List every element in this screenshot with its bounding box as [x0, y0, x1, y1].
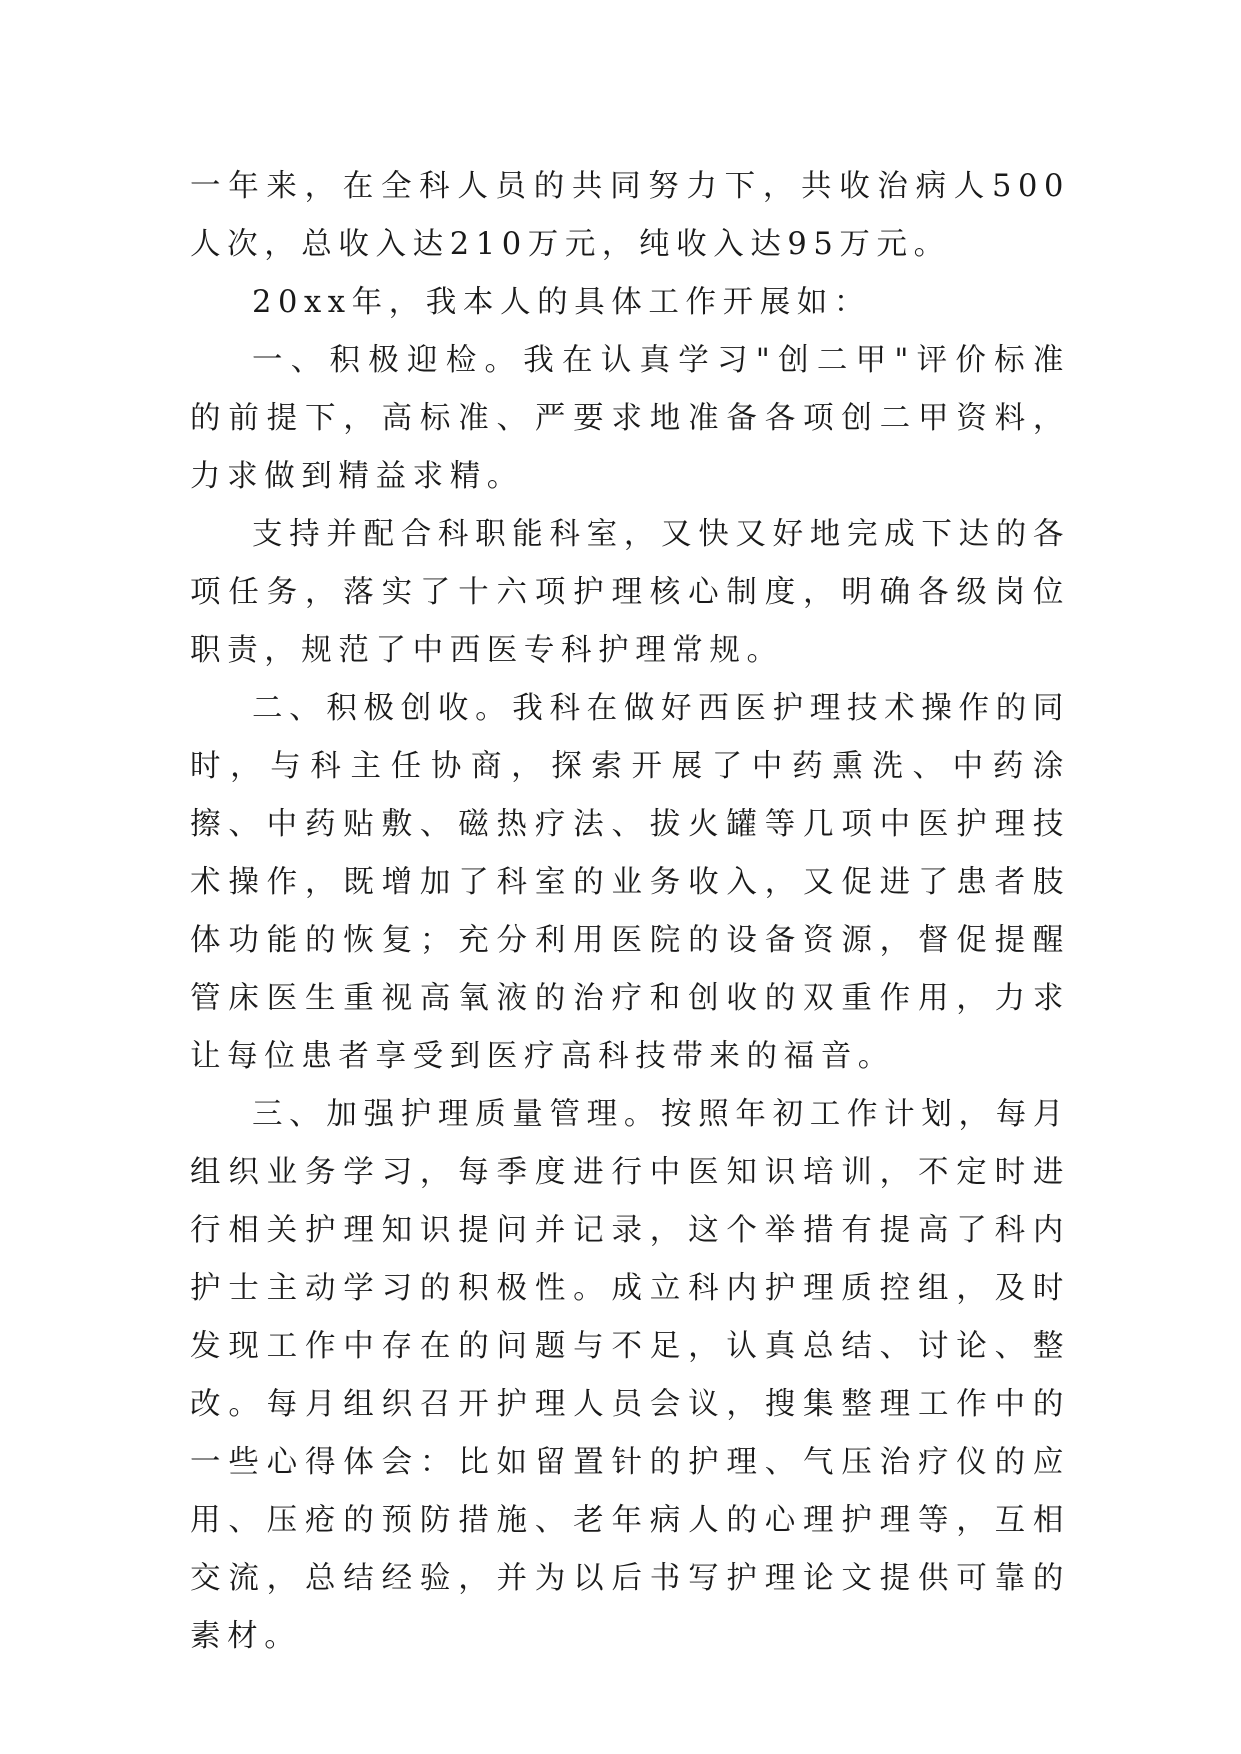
paragraph-inspection: 一、积极迎检。我在认真学习"创二甲"评价标准的前提下，高标准、严要求地准备各项创二甲资料，力求做到精益求精。: [190, 343, 1070, 494]
paragraph-intro: 20xx年，我本人的具体工作开展如：: [252, 285, 872, 320]
paragraph-support: 支持并配合科职能科室，又快又好地完成下达的各项任务，落实了十六项护理核心制度，明确各级岗位职责，规范了中西医专科护理常规。: [190, 517, 1070, 668]
paragraph-summary: 一年来，在全科人员的共同努力下，共收治病人500人次，总收入达210万元，纯收入达95万元。: [190, 169, 1070, 262]
paragraph-revenue: 二、积极创收。我科在做好西医护理技术操作的同时，与科主任协商，探索开展了中药熏洗、中药涂擦、中药贴敷、磁热疗法、拔火罐等几项中医护理技术操作，既增加了科室的业务收入，又促进了患者肢体功能的恢复；充分利用医院的设备资源，督促提醒管床医生重视高氧液的治疗和创收的双重作用，力求让每位患者享受到医疗高科技带来的福音。: [190, 691, 1070, 1074]
paragraph-quality-management: 三、加强护理质量管理。按照年初工作计划，每月组织业务学习，每季度进行中医知识培训，不定时进行相关护理知识提问并记录，这个举措有提高了科内护士主动学习的积极性。成立科内护理质控组，及时发现工作中存在的问题与不足，认真总结、讨论、整改。每月组织召开护理人员会议，搜集整理工作中的一些心得体会：比如留置针的护理、气压治疗仪的应用、压疮的预防措施、老年病人的心理护理等，互相交流，总结经验，并为以后书写护理论文提供可靠的素材。: [190, 1097, 1070, 1654]
document-body: [190, 158, 1070, 1666]
